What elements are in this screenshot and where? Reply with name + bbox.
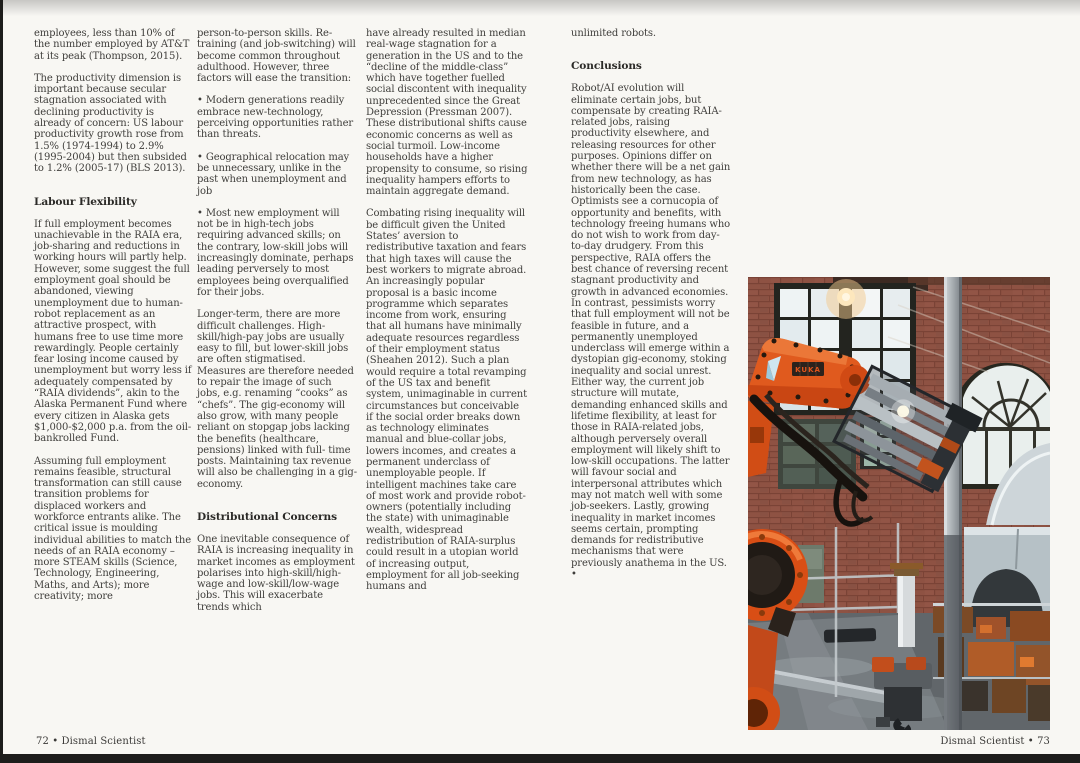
page-top-shadow xyxy=(0,0,1080,16)
page-bottom-edge xyxy=(0,754,1080,763)
kuka-logo-text: KUKA xyxy=(795,366,821,374)
page-footer-right: Dismal Scientist • 73 xyxy=(940,736,1050,747)
paragraph: The productivity dimension is important because secular stagnation associated with declining productivity is already of concern: US labour productivity growth rose from 1.5% (1974-1994) to 2.9% (1995-2004) but then subsided to 1.2% (2005-17) (BLS 2013). xyxy=(34,72,187,175)
text-column-2 xyxy=(197,28,357,624)
paragraph: Longer-term, there are more difficult challenges. High-skill/high-pay jobs are usually easy to fill, but lower-skill jobs are often stigmatised. Measures are therefore needed to repair the image of such jobs, e.g. renaming “cooks” as “chefs”. The gig-economy will also grow, with many people reliant on stopgap jobs lacking the benefits (healthcare, pensions) linked with full- time posts. Maintaining tax revenue will also be challenging in a gig-economy. xyxy=(197,309,357,490)
paragraph: unlimited robots. xyxy=(571,28,656,39)
paragraph: person-to-person skills. Re-training (and job-switching) will become common throughout adulthood. However, three factors will ease the transition: xyxy=(197,28,356,85)
page-left-edge xyxy=(0,0,3,763)
paragraph: have already resulted in median real-wage stagnation for a generation in the US and to the “decline of the middle-class” which have together fuelled social discontent with inequality unprecedented since the Great Depression (Pressman 2007). These distributional shifts cause economic concerns as well as social turmoil. Low-income households have a higher propensity to consume, so rising inequality hampers efforts to maintain aggregate demand. xyxy=(366,28,528,198)
text-column-1 xyxy=(34,28,192,613)
text-column-3 xyxy=(366,28,528,604)
section-heading: Conclusions xyxy=(571,60,642,73)
factory-robot-photo xyxy=(748,277,1050,730)
section-heading: Labour Flexibility xyxy=(34,195,137,208)
steel-pillar xyxy=(944,277,962,730)
paragraph: Combating rising inequality will be difficult given the United States’ aversion to redistributive taxation and fears that high taxes will cause the best workers to migrate abroad. An increasingly popular proposal is a basic income programme which separates income from work, ensuring that all humans have minimally adequate resources regardless of their employment status (Sheahen 2012). Such a plan would require a total revamping of the US tax and benefit system, unimaginable in current circumstances but conceivable if the social order breaks down as technology eliminates manual and blue-collar jobs, lowers incomes, and creates a permanent underclass of unemployable people. If intelligent machines take care of most work and provide robot-owners (potentially including the state) with unimaginable wealth, widespread redistribution of RAIA-surplus could result in a utopian world of increasing output, employment for all job-seeking humans and xyxy=(366,208,527,593)
bullet-item: • Most new employment will not be in high-tech jobs requiring advanced skills; on the contrary, low-skill jobs will increasingly dominate, perhaps leading perversely to most employees being overqualified for their jobs. xyxy=(197,207,354,298)
paragraph: employees, less than 10% of the number employed by AT&T at its peak (Thompson, 2015). xyxy=(34,28,190,62)
text-column-4 xyxy=(571,28,731,591)
bullet-item: • Geographical relocation may be unnecessary, unlike in the past when unemployment and job xyxy=(197,151,350,197)
page-footer-left: 72 • Dismal Scientist xyxy=(36,736,146,747)
paragraph: If full employment becomes unachievable in the RAIA era, job-sharing and reductions in working hours will partly help. However, some suggest the full employment goal should be abandoned, viewing unemployment due to human-robot replacement as an attractive prospect, with humans free to use time more rewardingly. People certainly fear losing income caused by unemployment but worry less if adequately compensated by “RAIA dividends”, akin to the Alaska Permanent Fund where every citizen in Alaska gets $1,000-$2,000 p.a. from the oil-bankrolled Fund. xyxy=(34,218,192,445)
bullet-item: • Modern generations readily embrace new-technology, perceiving opportunities rather than threats. xyxy=(197,95,354,141)
paragraph: Assuming full employment remains feasible, structural transformation can still cause transition problems for displaced workers and workforce entrants alike. The critical issue is moulding individual abilities to match the needs of an RAIA economy – more STEAM skills (Science, Technology, Engineering, Maths, and Arts); more creativity; more xyxy=(34,455,191,603)
paragraph: One inevitable consequence of RAIA is increasing inequality in market incomes as employment polarises into high-skill/high-wage and low-skill/low-wage jobs. This will exacerbate trends which xyxy=(197,533,355,613)
paragraph: Robot/AI evolution will eliminate certain jobs, but compensate by creating RAIA-related jobs, raising productivity elsewhere, and releasing resources for other purposes. Opinions differ on whether there will be a net gain from new technology, as has historically been the case. Optimists see a cornucopia of opportunity and benefits, with technology freeing humans who do not wish to work from day-to-day drudgery. From this perspective, RAIA offers the best chance of reversing recent stagnant productivity and growth in advanced economies. In contrast, pessimists worry that full employment will not be feasible in future, and a permanently unemployed underclass will emerge within a dystopian gig-economy, stoking inequality and social unrest. Either way, the current job structure will mutate, demanding enhanced skills and lifetime flexibility, at least for those in RAIA-related jobs, although perversely overall employment will likely shift to low-skill occupations. The latter will favour social and interpersonal attributes which may not match well with some job-seekers. Lastly, growing inequality in market incomes seems certain, prompting demands for redistributive mechanisms that were previously anathema in the US. • xyxy=(571,83,731,581)
section-heading: Distributional Concerns xyxy=(197,510,337,523)
